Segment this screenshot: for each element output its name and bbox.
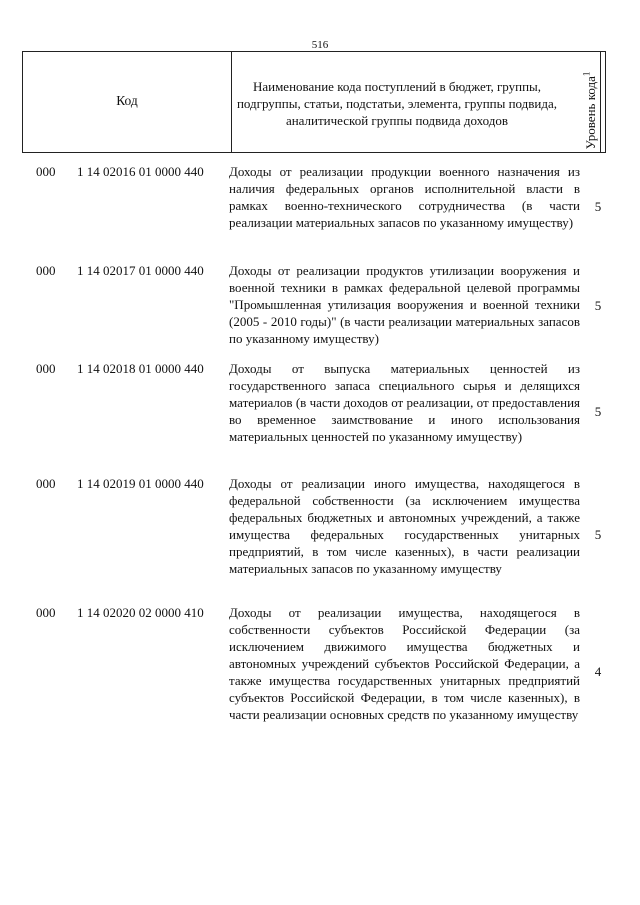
- row-level: 5: [594, 298, 602, 313]
- row-code: 1 14 02018 01 0000 440: [77, 361, 204, 376]
- row-prefix: 000: [36, 476, 56, 491]
- header-level-label: Уровень кода: [583, 75, 598, 149]
- row-name: Доходы от реализации продуктов утилизации вооружения и военной техники в рамках федеральной целевой программы "Промышленная утилизация вооружения и военной техники (2005 - 2010 годы)" (в части реализации материальных запасов по указанному имуществу): [229, 263, 580, 346]
- row-code: 1 14 02019 01 0000 440: [77, 476, 204, 491]
- row-name: Доходы от выпуска материальных ценностей из государственного запаса специального сырья и делящихся материалов (в части доходов от реализации, от предоставления во временное заимствование и иного использования материальных ценностей по указанному имуществу): [229, 361, 580, 444]
- header-level-sup: 1: [581, 71, 592, 76]
- row-name: Доходы от реализации иного имущества, находящегося в федеральной собственности (за исключением имущества федеральных бюджетных и автономных учреждений, а также имущества федеральных государственных унитарных предприятий, в том числе казенных), в части реализации материальных запасов по указанному имуществу: [229, 476, 580, 576]
- row-level: 4: [594, 664, 602, 679]
- row-code: 1 14 02017 01 0000 440: [77, 263, 204, 278]
- row-prefix: 000: [36, 361, 56, 376]
- header-level: [583, 54, 603, 149]
- row-code: 1 14 02016 01 0000 440: [77, 164, 204, 179]
- row-prefix: 000: [36, 164, 56, 179]
- row-prefix: 000: [36, 605, 56, 620]
- header-name: Наименование кода поступлений в бюджет, группы, подгруппы, статьи, подстатьи, элемента, группы подвида, аналитической группы подвида доходов: [236, 79, 558, 128]
- row-name: Доходы от реализации имущества, находящегося в собственности субъектов Российской Федерации (за исключением движимого имущества бюджетных и автономных учреждений субъектов Российской Федерации, а также имущества государственных унитарных предприятий субъектов Российской Федерации, в том числе казенных), в части реализации основных средств по указанному имуществу: [229, 605, 580, 722]
- header-level-text: [582, 71, 599, 149]
- row-level: 5: [594, 404, 602, 419]
- row-code: 1 14 02020 02 0000 410: [77, 605, 204, 620]
- row-level: 5: [594, 527, 602, 542]
- header-code: Код: [116, 93, 138, 108]
- row-name: Доходы от реализации продукции военного назначения из наличия федеральных органов исполнительной власти в рамках военно-технического сотрудничества (в части реализации материальных запасов по указанному имуществу): [229, 164, 580, 230]
- row-level: 5: [594, 199, 602, 214]
- page-number: 516: [311, 39, 329, 51]
- row-prefix: 000: [36, 263, 56, 278]
